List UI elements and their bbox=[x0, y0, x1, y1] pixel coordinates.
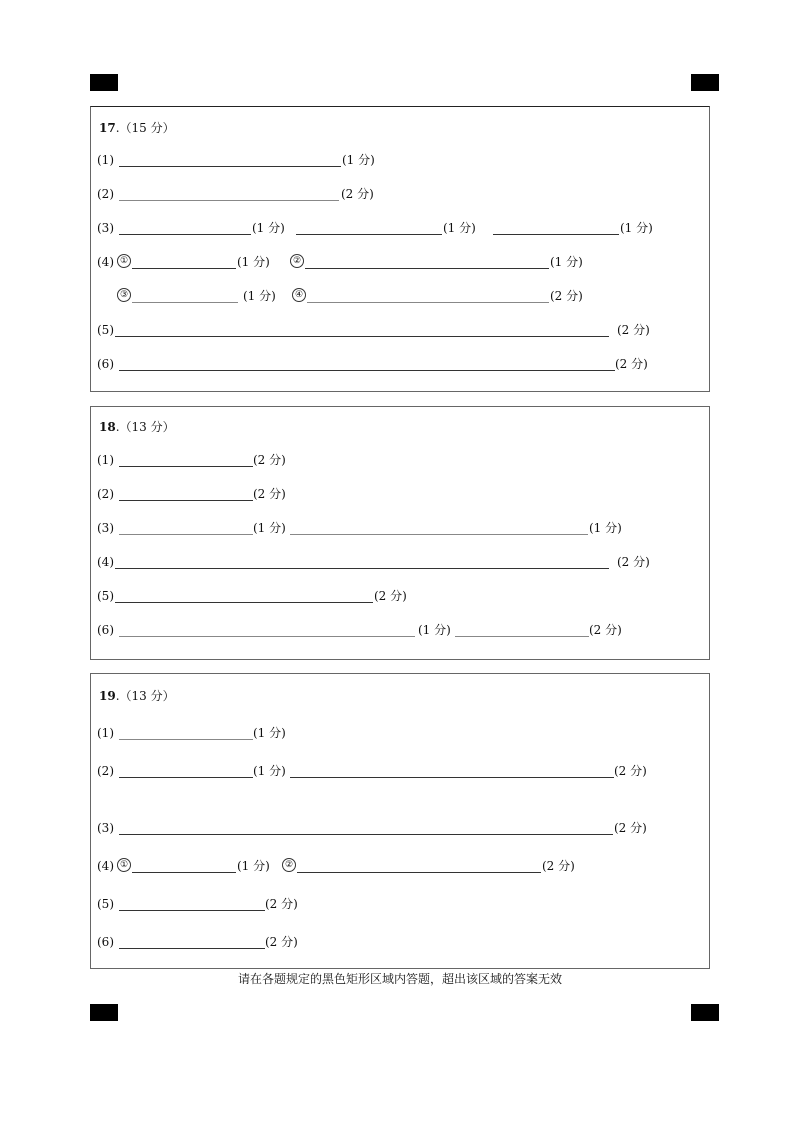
sub-question-label: (3) bbox=[97, 821, 114, 835]
points-label: (1 分) bbox=[252, 221, 285, 235]
answer-row bbox=[91, 486, 709, 502]
answer-blank[interactable] bbox=[119, 166, 341, 167]
answer-blank[interactable] bbox=[119, 834, 613, 835]
answer-blank[interactable] bbox=[119, 370, 615, 371]
points-label: (1 分) bbox=[253, 521, 286, 535]
registration-mark-top-left bbox=[90, 74, 118, 91]
answer-row bbox=[91, 520, 709, 536]
sub-question-label: (1) bbox=[97, 726, 114, 740]
registration-mark-bottom-right bbox=[691, 1004, 719, 1021]
points-label: (1 分) bbox=[589, 521, 622, 535]
points-label: (1 分) bbox=[443, 221, 476, 235]
answer-row bbox=[91, 288, 709, 304]
sub-item-marker: ③ bbox=[117, 288, 131, 302]
answer-blank[interactable] bbox=[305, 268, 549, 269]
question-number: 17 bbox=[99, 121, 116, 135]
points-label: (2 分) bbox=[253, 487, 286, 501]
answer-row bbox=[91, 322, 709, 338]
answer-blank[interactable] bbox=[119, 200, 339, 201]
answer-blank[interactable] bbox=[119, 948, 265, 949]
answer-row bbox=[91, 934, 709, 950]
sub-item-marker: ④ bbox=[292, 288, 306, 302]
sub-question-label: (2) bbox=[97, 487, 114, 501]
points-label: (2 分) bbox=[614, 764, 647, 778]
points-label: (2 分) bbox=[253, 453, 286, 467]
points-label: (2 分) bbox=[550, 289, 583, 303]
sub-question-label: (4) bbox=[97, 859, 114, 873]
points-label: (2 分) bbox=[542, 859, 575, 873]
question-title bbox=[99, 418, 175, 435]
sub-question-label: (4) bbox=[97, 255, 114, 269]
points-label: (2 分) bbox=[265, 935, 298, 949]
sub-question-label: (5) bbox=[97, 323, 114, 337]
sub-question-label: (3) bbox=[97, 521, 114, 535]
sub-question-label: (3) bbox=[97, 221, 114, 235]
answer-blank[interactable] bbox=[297, 872, 541, 873]
answer-row bbox=[91, 763, 709, 779]
answer-row bbox=[91, 356, 709, 372]
points-label: (2 分) bbox=[265, 897, 298, 911]
question-number: 18 bbox=[99, 420, 116, 434]
answer-blank[interactable] bbox=[132, 872, 236, 873]
answer-blank[interactable] bbox=[290, 534, 588, 535]
answer-row bbox=[91, 186, 709, 202]
answer-box-q17 bbox=[90, 106, 710, 392]
answer-blank[interactable] bbox=[296, 234, 442, 235]
answer-blank[interactable] bbox=[119, 910, 265, 911]
points-label: (2 分) bbox=[617, 555, 650, 569]
answer-blank[interactable] bbox=[119, 739, 253, 740]
question-title bbox=[99, 687, 175, 704]
points-label: (1 分) bbox=[342, 153, 375, 167]
answer-row bbox=[91, 452, 709, 468]
answer-blank[interactable] bbox=[290, 777, 614, 778]
answer-blank[interactable] bbox=[132, 302, 238, 303]
points-label: (1 分) bbox=[243, 289, 276, 303]
points-label: (2 分) bbox=[617, 323, 650, 337]
answer-row bbox=[91, 820, 709, 836]
answer-blank[interactable] bbox=[493, 234, 619, 235]
points-label: (2 分) bbox=[341, 187, 374, 201]
answer-blank[interactable] bbox=[115, 336, 609, 337]
answer-row bbox=[91, 254, 709, 270]
sub-question-label: (6) bbox=[97, 623, 114, 637]
sub-question-label: (2) bbox=[97, 764, 114, 778]
answer-row bbox=[91, 896, 709, 912]
sub-question-label: (5) bbox=[97, 897, 114, 911]
points-label: (1 分) bbox=[418, 623, 451, 637]
answer-blank[interactable] bbox=[455, 636, 589, 637]
registration-mark-top-right bbox=[691, 74, 719, 91]
points-label: (2 分) bbox=[589, 623, 622, 637]
answer-row bbox=[91, 725, 709, 741]
sub-question-label: (6) bbox=[97, 357, 114, 371]
sub-question-label: (1) bbox=[97, 153, 114, 167]
points-label: (1 分) bbox=[253, 764, 286, 778]
points-label: (1 分) bbox=[620, 221, 653, 235]
question-total-points: .（13 分） bbox=[115, 689, 175, 703]
answer-blank[interactable] bbox=[132, 268, 236, 269]
answer-blank[interactable] bbox=[119, 534, 253, 535]
points-label: (2 分) bbox=[614, 821, 647, 835]
answer-blank[interactable] bbox=[119, 777, 253, 778]
answer-blank[interactable] bbox=[307, 302, 549, 303]
sub-item-marker: ② bbox=[282, 858, 296, 872]
registration-mark-bottom-left bbox=[90, 1004, 118, 1021]
answer-blank[interactable] bbox=[119, 500, 253, 501]
answer-blank[interactable] bbox=[115, 568, 609, 569]
answer-box-q18 bbox=[90, 406, 710, 660]
sub-question-label: (6) bbox=[97, 935, 114, 949]
answer-blank[interactable] bbox=[119, 466, 253, 467]
answer-row bbox=[91, 858, 709, 874]
question-total-points: .（13 分） bbox=[115, 420, 175, 434]
answer-blank[interactable] bbox=[119, 234, 251, 235]
answer-row bbox=[91, 554, 709, 570]
answer-row bbox=[91, 588, 709, 604]
answer-row bbox=[91, 220, 709, 236]
points-label: (1 分) bbox=[237, 859, 270, 873]
points-label: (1 分) bbox=[253, 726, 286, 740]
answer-box-q19 bbox=[90, 673, 710, 969]
points-label: (2 分) bbox=[374, 589, 407, 603]
points-label: (1 分) bbox=[237, 255, 270, 269]
sub-question-label: (5) bbox=[97, 589, 114, 603]
sub-question-label: (1) bbox=[97, 453, 114, 467]
sub-question-label: (2) bbox=[97, 187, 114, 201]
answer-area-notice: 请在各题规定的黑色矩形区域内答题，超出该区域的答案无效 bbox=[237, 972, 562, 986]
question-title bbox=[99, 119, 175, 136]
sub-item-marker: ① bbox=[117, 858, 131, 872]
answer-row bbox=[91, 622, 709, 638]
points-label: (1 分) bbox=[550, 255, 583, 269]
answer-blank[interactable] bbox=[119, 636, 415, 637]
question-number: 19 bbox=[99, 689, 116, 703]
sub-question-label: (4) bbox=[97, 555, 114, 569]
points-label: (2 分) bbox=[615, 357, 648, 371]
sub-item-marker: ① bbox=[117, 254, 131, 268]
question-total-points: .（15 分） bbox=[115, 121, 175, 135]
answer-row bbox=[91, 152, 709, 168]
answer-blank[interactable] bbox=[115, 602, 373, 603]
sub-item-marker: ② bbox=[290, 254, 304, 268]
